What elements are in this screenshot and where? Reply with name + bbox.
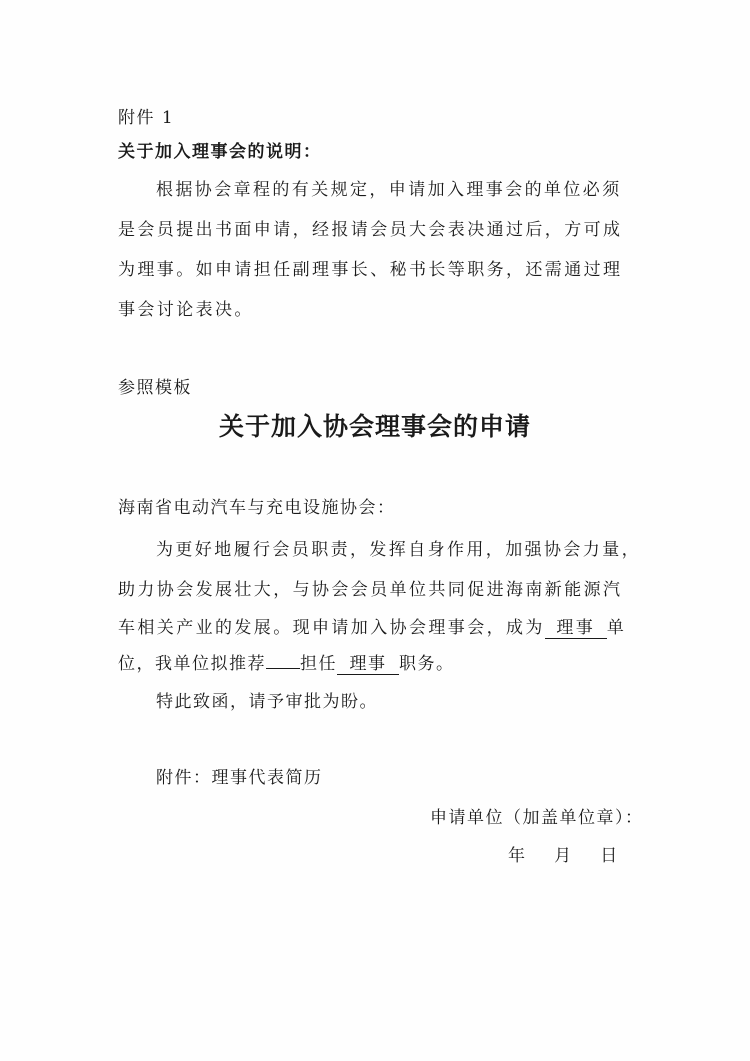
explanation-line: 根据协会章程的有关规定，申请加入理事会的单位必须 [156,180,622,200]
explanation-line: 事会讨论表决。 [118,300,254,320]
closing-line: 特此致函，请予审批为盼。 [156,692,378,712]
representative-name-field[interactable] [266,668,300,669]
membership-suffix: 单 [606,618,627,638]
membership-type-field[interactable]: 理事 [545,618,607,639]
explanation-line: 为理事。如申请担任副理事长、秘书长等职务，还需通过理 [118,260,623,280]
body-line-representative [118,652,455,676]
signature-line: 申请单位（加盖单位章）： [430,808,644,828]
attachment-label: 附件 1 [118,108,175,128]
body-line: 为更好地履行会员职责，发挥自身作用，加强协会力量， [156,540,641,560]
representative-prefix: 位，我单位拟推荐 [118,654,266,674]
representative-mid: 担任 [300,654,337,674]
attachment-note: 附件：理事代表简历 [156,768,323,788]
body-line: 助力协会发展壮大，与协会会员单位共同促进海南新能源汽 [118,580,623,600]
membership-prefix: 车相关产业的发展。现申请加入协会理事会，成为 [118,618,545,638]
explanation-line: 是会员提出书面申请，经报请会员大会表决通过后，方可成 [118,220,623,240]
template-title: 关于加入协会理事会的申请 [218,412,531,441]
template-label: 参照模板 [118,378,192,398]
addressee: 海南省电动汽车与充电设施协会： [118,498,396,518]
representative-role-field[interactable]: 理事 [337,654,399,675]
date-line: 年 月 日 [508,846,619,866]
explanation-heading: 关于加入理事会的说明： [118,142,322,162]
body-line-membership [118,616,626,640]
representative-suffix: 职务。 [399,654,455,674]
